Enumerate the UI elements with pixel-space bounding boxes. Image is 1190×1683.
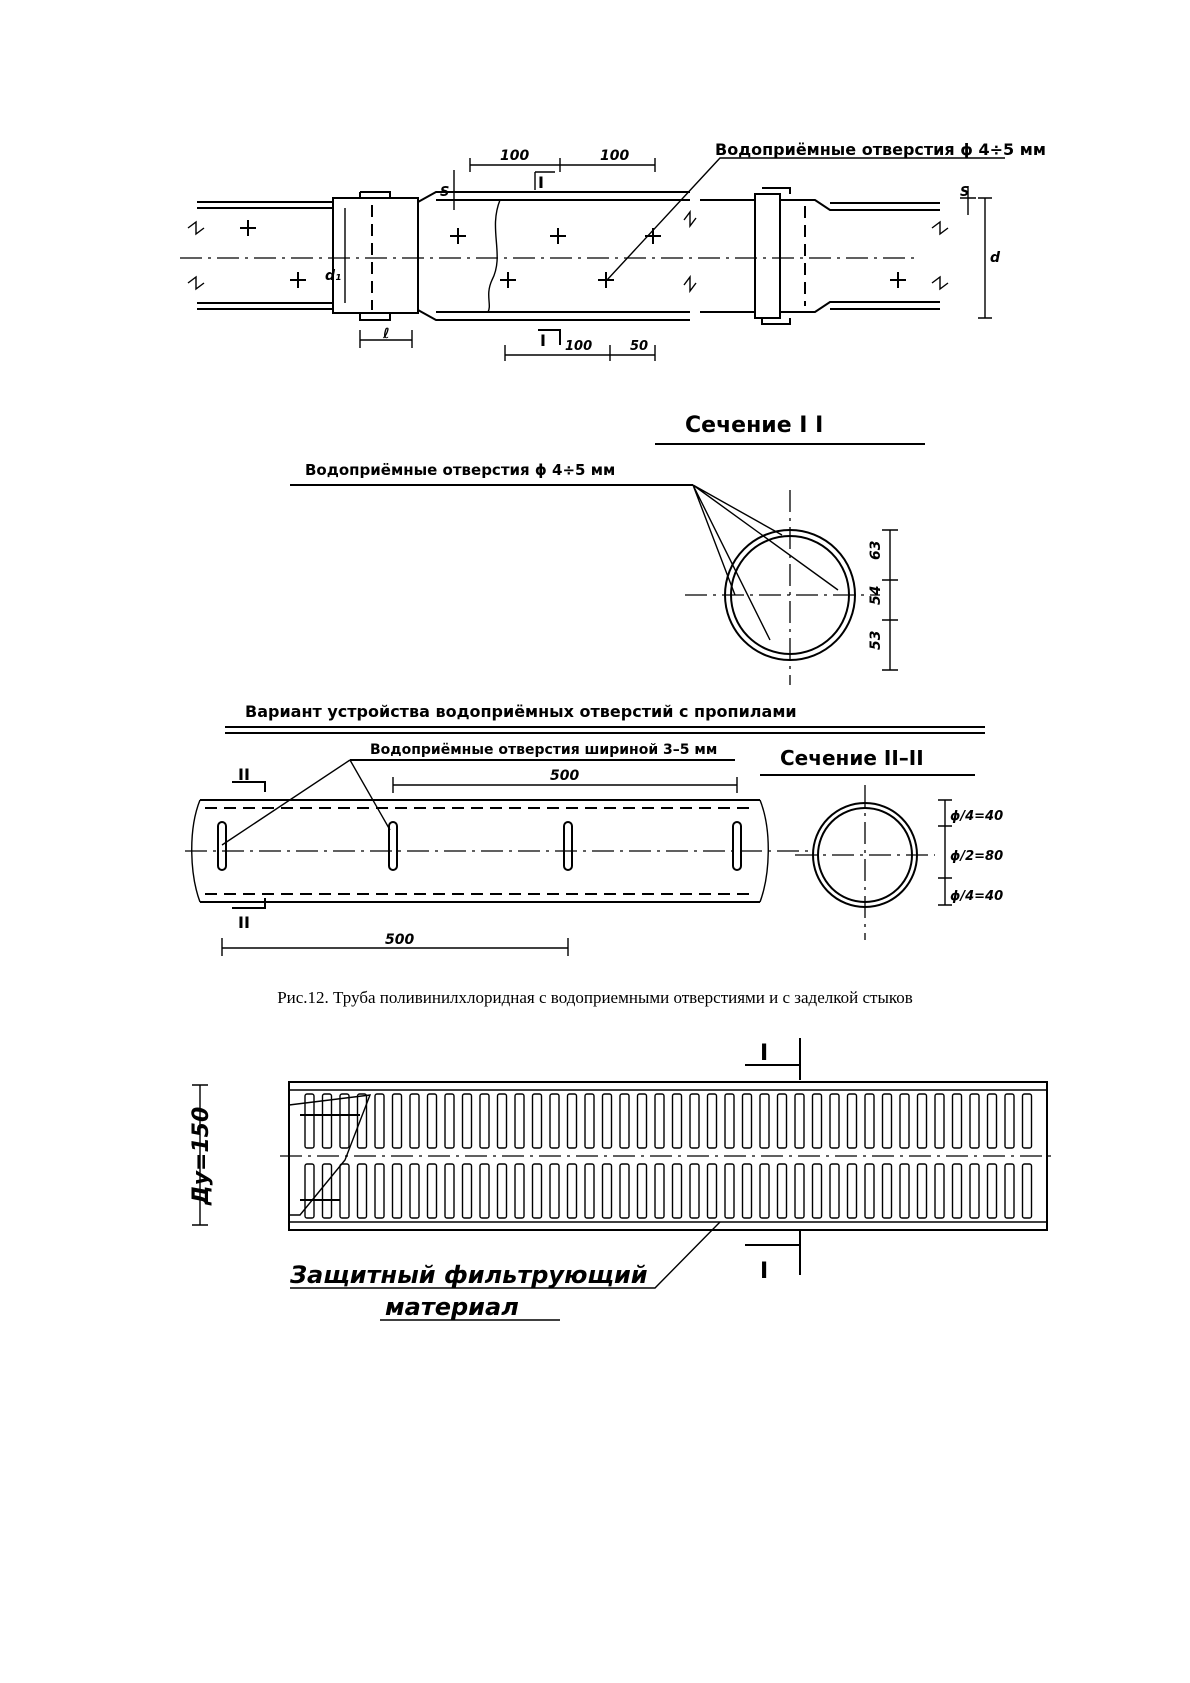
rib — [743, 1164, 752, 1218]
rib — [463, 1094, 472, 1148]
rib — [918, 1164, 927, 1218]
rib — [410, 1094, 419, 1148]
rib — [1005, 1094, 1014, 1148]
rib — [708, 1094, 717, 1148]
rib — [375, 1094, 384, 1148]
svg-text:d: d — [990, 250, 1001, 266]
rib — [900, 1094, 909, 1148]
rib — [655, 1094, 664, 1148]
section-2-2 — [760, 746, 1003, 940]
rib — [515, 1164, 524, 1218]
rib — [918, 1094, 927, 1148]
filter-label-line2: материал — [385, 1293, 519, 1321]
rib — [323, 1164, 332, 1218]
rib — [603, 1094, 612, 1148]
section-1-1 — [290, 413, 925, 685]
rib — [795, 1094, 804, 1148]
section-2-title: Сечение II–II — [780, 746, 924, 770]
rib — [725, 1094, 734, 1148]
figure-caption: Рис.12. Труба поливинилхлоридная с водоприемными отверстиями и с заделкой стыков — [277, 988, 913, 1007]
rib — [935, 1164, 944, 1218]
holes-label: Водоприёмные отверстия ϕ 4÷5 мм — [715, 140, 1046, 159]
rib — [778, 1164, 787, 1218]
svg-text:ϕ/4=40: ϕ/4=40 — [950, 809, 1004, 824]
rib — [935, 1094, 944, 1148]
rib — [498, 1164, 507, 1218]
rib — [673, 1164, 682, 1218]
rib — [620, 1164, 629, 1218]
svg-text:II: II — [238, 765, 250, 784]
rib — [690, 1094, 699, 1148]
rib — [393, 1164, 402, 1218]
svg-text:I: I — [540, 331, 546, 350]
svg-text:63: 63 — [868, 540, 884, 560]
rib — [865, 1164, 874, 1218]
rib — [323, 1094, 332, 1148]
rib — [970, 1164, 979, 1218]
rib — [305, 1164, 314, 1218]
svg-text:500: 500 — [385, 932, 415, 948]
svg-text:53: 53 — [868, 630, 884, 650]
svg-text:I: I — [760, 1041, 769, 1066]
rib — [883, 1094, 892, 1148]
rib — [690, 1164, 699, 1218]
rib — [340, 1164, 349, 1218]
svg-text:S: S — [960, 185, 970, 200]
rib — [358, 1094, 367, 1148]
rib — [393, 1094, 402, 1148]
slots-label: Водоприёмные отверстия шириной 3–5 мм — [370, 742, 718, 758]
rib — [585, 1094, 594, 1148]
rib — [673, 1094, 682, 1148]
corrugated-pipe-drawing — [189, 1038, 1055, 1321]
rib — [725, 1164, 734, 1218]
rib — [708, 1164, 717, 1218]
svg-text:500: 500 — [550, 768, 580, 784]
rib — [515, 1094, 524, 1148]
svg-text:100: 100 — [565, 339, 593, 354]
rib — [655, 1164, 664, 1218]
rib — [900, 1164, 909, 1218]
rib — [445, 1164, 454, 1218]
svg-text:I: I — [760, 1259, 769, 1284]
rib — [463, 1164, 472, 1218]
rib — [1005, 1164, 1014, 1218]
rib — [760, 1094, 769, 1148]
rib — [375, 1164, 384, 1218]
rib — [988, 1094, 997, 1148]
rib — [638, 1164, 647, 1218]
rib — [830, 1164, 839, 1218]
svg-text:I: I — [538, 173, 544, 192]
rib — [830, 1094, 839, 1148]
rib — [480, 1164, 489, 1218]
rib — [358, 1164, 367, 1218]
rib — [340, 1094, 349, 1148]
rib — [550, 1164, 559, 1218]
rib — [953, 1094, 962, 1148]
rib — [568, 1164, 577, 1218]
du-label: Дy=150 — [189, 1106, 214, 1205]
rib — [603, 1164, 612, 1218]
rib — [1023, 1094, 1032, 1148]
rib — [848, 1164, 857, 1218]
rib — [445, 1094, 454, 1148]
rib — [883, 1164, 892, 1218]
section-1-holes-label: Водоприёмные отверстия ϕ 4÷5 мм — [305, 461, 616, 479]
rib — [533, 1164, 542, 1218]
rib — [568, 1094, 577, 1148]
rib — [1023, 1164, 1032, 1218]
variant-title: Вариант устройства водоприёмных отверстий с пропилами — [245, 702, 797, 721]
rib — [848, 1094, 857, 1148]
section-1-title: Сечение I I — [685, 413, 824, 438]
rib — [970, 1094, 979, 1148]
rib — [813, 1164, 822, 1218]
rib — [953, 1164, 962, 1218]
svg-text:54: 54 — [868, 585, 884, 605]
svg-text:II: II — [238, 913, 250, 932]
svg-text:ϕ/4=40: ϕ/4=40 — [950, 889, 1004, 904]
svg-text:ℓ: ℓ — [383, 326, 390, 342]
rib — [428, 1164, 437, 1218]
rib — [498, 1094, 507, 1148]
filter-label-line1: Защитный фильтрующий — [290, 1261, 648, 1289]
pipe-joint-drawing — [180, 140, 1046, 361]
slot-marks — [218, 822, 741, 870]
rib — [533, 1094, 542, 1148]
rib — [585, 1164, 594, 1218]
rib — [638, 1094, 647, 1148]
svg-text:50: 50 — [630, 339, 649, 354]
rib — [865, 1094, 874, 1148]
svg-text:d₁: d₁ — [325, 268, 342, 284]
rib — [480, 1094, 489, 1148]
rib — [760, 1164, 769, 1218]
rib — [428, 1094, 437, 1148]
rib — [988, 1164, 997, 1218]
rib — [743, 1094, 752, 1148]
rib — [795, 1164, 804, 1218]
rib — [550, 1094, 559, 1148]
svg-text:100: 100 — [500, 148, 530, 164]
rib — [778, 1094, 787, 1148]
rib — [813, 1094, 822, 1148]
svg-text:100: 100 — [600, 148, 630, 164]
rib — [410, 1164, 419, 1218]
svg-text:ϕ/2=80: ϕ/2=80 — [950, 849, 1004, 864]
rib — [620, 1094, 629, 1148]
svg-text:S: S — [440, 185, 450, 200]
